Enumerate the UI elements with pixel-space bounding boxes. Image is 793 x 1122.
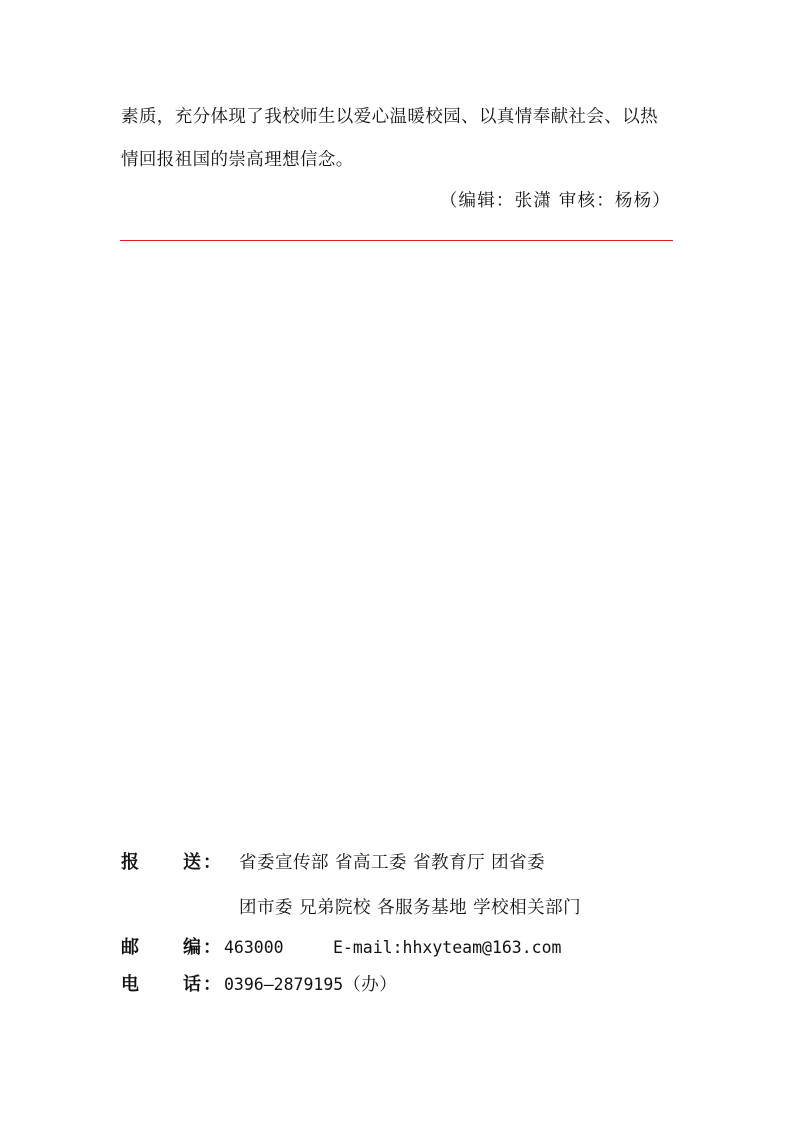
phone-number: 0396—2879195: [224, 975, 344, 994]
send-to-recipients-2: 团市委 兄弟院校 各服务基地 学校相关部门: [239, 898, 582, 918]
post-label-char-1: 邮: [121, 937, 139, 958]
tel-label-char-2: 话: [183, 974, 201, 995]
body-paragraph-line-1: 素质，充分体现了我校师生以爱心温暖校园、以真情奉献社会、以热: [121, 107, 658, 127]
post-colon: ：: [203, 937, 221, 958]
send-to-recipients-1: 省委宣传部 省高工委 省教育厅 团省委: [239, 853, 546, 873]
body-paragraph-line-2: 情回报祖国的崇高理想信念。: [121, 150, 354, 170]
editor-credit: （编辑：张潇 审核：杨杨）: [439, 191, 671, 211]
postcode-value: 463000: [224, 938, 284, 957]
send-label-char-2: 送: [183, 852, 201, 873]
send-colon: ：: [203, 852, 221, 873]
tel-label-char-1: 电: [121, 974, 139, 995]
post-label-char-2: 编: [183, 937, 201, 958]
phone-office-note: （办）: [343, 975, 398, 995]
send-label-char-1: 报: [121, 852, 139, 873]
tel-colon: ：: [203, 974, 221, 995]
red-divider-line: [120, 240, 673, 241]
email-address: E-mail:hhxyteam@163.com: [333, 938, 562, 957]
telephone-value: [224, 972, 397, 998]
